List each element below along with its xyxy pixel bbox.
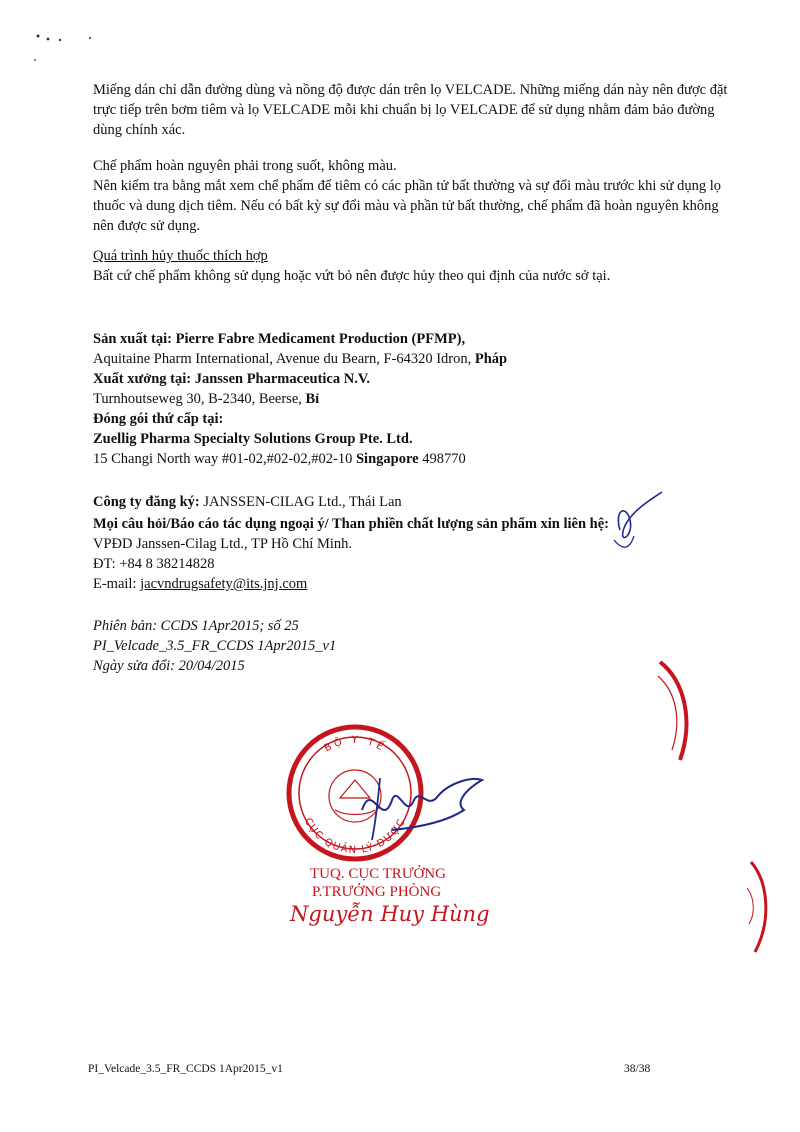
manufacturer-address: Aquitaine Pharm International, Avenue du Bearn, F-64320 Idron, [93, 351, 475, 367]
contact-heading: Mọi câu hỏi/Báo cáo tác dụng ngoại ý/ Than phiền chất lượng sản phẩm xin liên hệ: [93, 516, 610, 532]
partial-seal-right-lower [745, 858, 785, 958]
registrant-label: Công ty đăng ký: [93, 494, 200, 510]
manufacturer-address-line [93, 349, 507, 369]
release-label: Xuất xưởng tại: Janssen Pharmaceutica N.V. [93, 371, 371, 387]
doc-code-line: PI_Velcade_3.5_FR_CCDS 1Apr2015_v1 [93, 638, 337, 654]
release-country: Bỉ [305, 391, 320, 407]
email-line [93, 574, 307, 594]
disposal-heading: Quá trình hủy thuốc thích hợp [93, 248, 268, 264]
instruction-paragraph: Miếng dán chỉ dẫn đường dùng và nồng độ được dán trên lọ VELCADE. Những miếng dán này nên được đặt trực tiếp trên bơm tiêm và lọ VELCADE mỗi khi chuẩn bị lọ VELCADE để sử dụng nhằm đảm bảo đường dùng chính xác. [93, 82, 728, 138]
scan-specks [30, 30, 100, 70]
manufacturer-label: Sản xuất tại: Pierre Fabre Medicament Production (PFMP), [93, 331, 466, 347]
stamp-ring-top-text: BỘ Y TẾ [322, 734, 388, 755]
manufacturer-country: Pháp [474, 351, 508, 367]
stamp-title-director: TUQ. CỤC TRƯỞNG [310, 866, 446, 882]
stamp-title-deputy: P.TRƯỞNG PHÒNG [312, 884, 442, 900]
packager-address-line [93, 449, 466, 469]
packager-address: 15 Changi North way #01-02,#02-02,#02-10 [93, 451, 356, 467]
revision-date-line: Ngày sửa đổi: 20/04/2015 [93, 658, 245, 674]
office-line: VPĐD Janssen-Cilag Ltd., TP Hồ Chí Minh. [93, 536, 352, 552]
disposal-text: Bất cứ chế phẩm không sử dụng hoặc vứt bỏ nên được hủy theo qui định của nước sở tại. [93, 268, 611, 284]
footer-page-number: 38/38 [624, 1063, 651, 1075]
version-line: Phiên bản: CCDS 1Apr2015; số 25 [93, 618, 299, 634]
packager-country: Singapore [355, 451, 419, 467]
stamp-ring-bottom-text: CỤC QUẢN LÝ DƯỢC [301, 816, 409, 857]
signature-scribble [352, 770, 492, 850]
registrant-line [93, 492, 402, 512]
release-address: Turnhoutseweg 30, B-2340, Beerse, [93, 391, 306, 407]
registrant-value: JANSSEN-CILAG Ltd., Thái Lan [199, 494, 402, 510]
initials-mark [590, 490, 670, 560]
inspection-paragraph: Nên kiểm tra bằng mắt xem chế phẩm để tiêm có các phần tử bất thường và sự đổi màu trước khi sử dụng lọ thuốc và dung dịch tiêm. Nếu có bất kỳ sự đổi màu và phần tử bất thường, chế phẩm đã hoàn nguyên không nên được sử dụng. [93, 178, 722, 234]
email-label: E-mail: [93, 576, 141, 592]
packager-postcode: 498770 [418, 451, 466, 467]
partial-seal-right-upper [650, 660, 700, 780]
phone-line: ĐT: +84 8 38214828 [93, 556, 215, 572]
reconstitution-line: Chế phẩm hoàn nguyên phải trong suốt, không màu. [93, 158, 397, 174]
packager-name: Zuellig Pharma Specialty Solutions Group Pte. Ltd. [93, 431, 413, 447]
signer-name: Nguyễn Huy Hùng [290, 902, 490, 926]
release-address-line [93, 389, 319, 409]
email-link[interactable]: jacvndrugsafety@its.jnj.com [140, 576, 308, 592]
packaging-label: Đóng gói thứ cấp tại: [93, 411, 224, 427]
footer-doc-id: PI_Velcade_3.5_FR_CCDS 1Apr2015_v1 [88, 1063, 283, 1075]
